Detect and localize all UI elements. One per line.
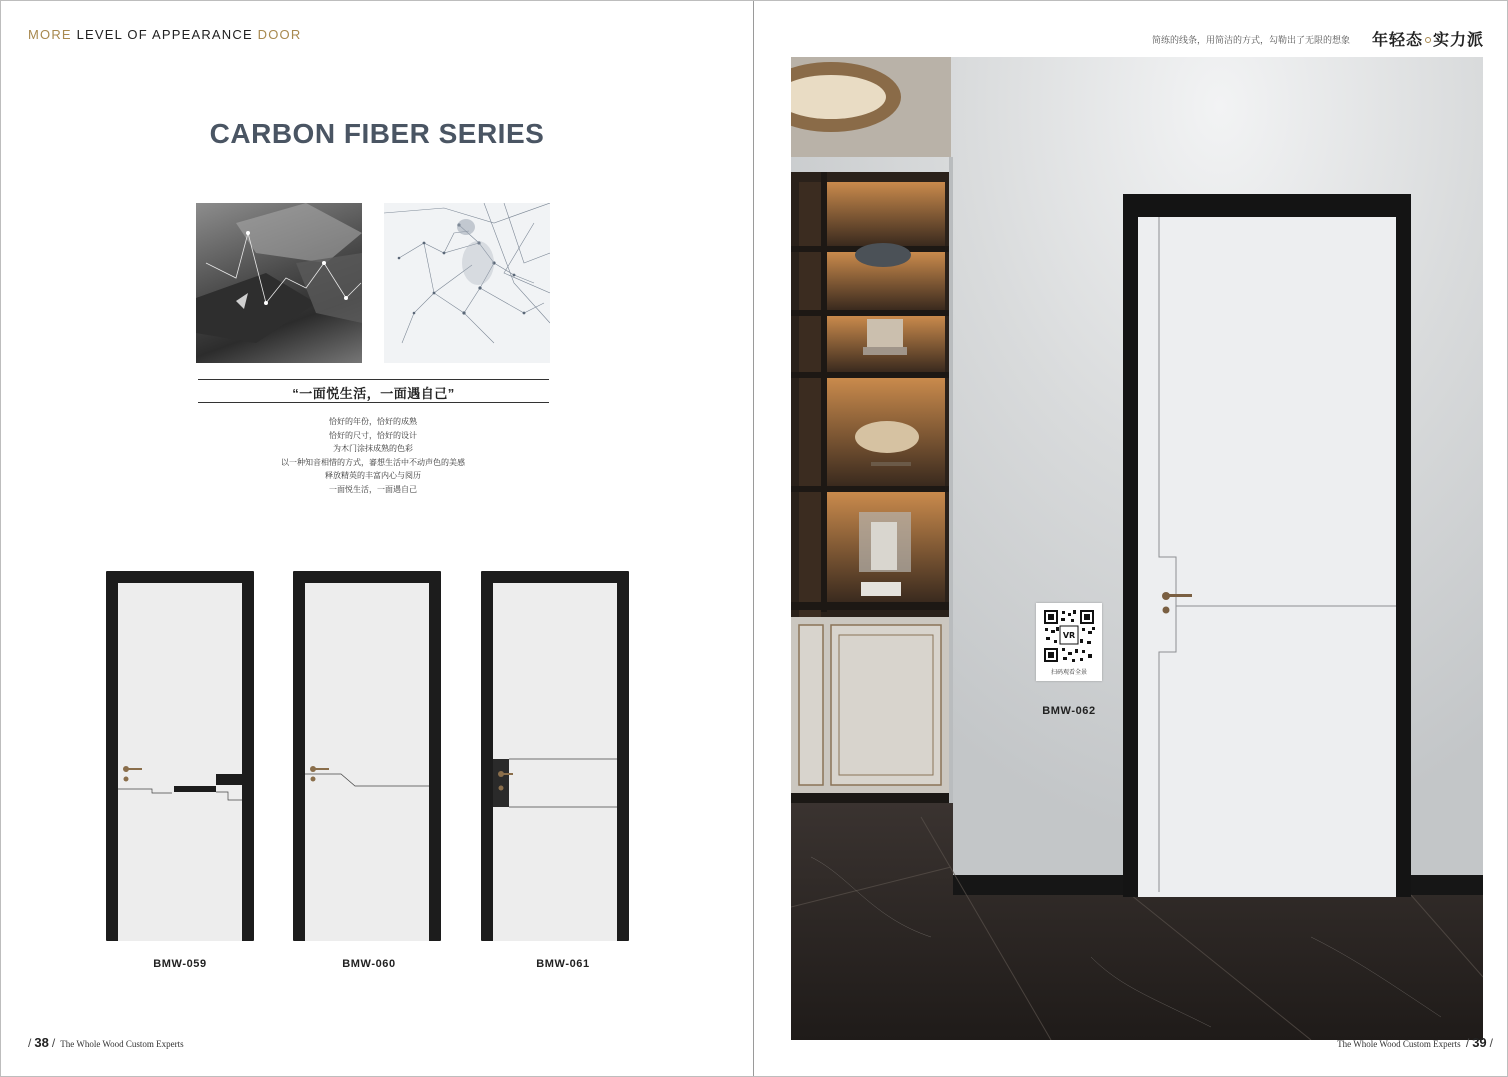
door-code-label: BMW-060 (342, 958, 396, 970)
door-code-label: BMW-062 (1042, 705, 1096, 717)
series-title: CARBON FIBER SERIES (209, 118, 545, 149)
footer-text: The Whole Wood Custom Experts (1337, 1039, 1461, 1049)
right-page (755, 0, 1508, 1077)
footer-right: The Whole Wood Custom Experts / 39 / (1337, 1035, 1493, 1050)
poem (0, 415, 746, 496)
brand-word-door: DOOR (257, 27, 302, 42)
page-number: 39 (1472, 1035, 1487, 1050)
poem-line: 恰好的年份，恰好的成熟 (329, 417, 417, 426)
poem-line: 为木门涂抹成熟的色彩 (333, 444, 413, 453)
brand-word-more: MORE (28, 27, 72, 42)
page-number: 38 (34, 1035, 49, 1050)
interior-photo (791, 57, 1483, 1040)
poem-line: 恰好的尺寸，恰好的设计 (329, 430, 417, 440)
headline (1372, 27, 1484, 50)
vr-badge: VR (1062, 631, 1076, 640)
quote-rule-bottom (198, 402, 549, 403)
poem-line: 一面悦生活，一面遇自己 (329, 484, 417, 494)
qr-caption: 扫码观看全景 (1050, 670, 1087, 676)
brand-line (28, 27, 301, 42)
footer-text: The Whole Wood Custom Experts (60, 1039, 184, 1049)
door-bmw-059 (106, 571, 254, 941)
door-bmw-061 (481, 571, 629, 941)
polygon-runner-image (384, 203, 550, 363)
carbon-texture-image (196, 203, 362, 363)
footer-left: / 38 / The Whole Wood Custom Experts (28, 1035, 184, 1050)
door-code-label: BMW-061 (536, 958, 590, 970)
tagline: 简练的线条，用简洁的方式，勾勒出了无限的想象 (1151, 36, 1350, 46)
door-code-label: BMW-059 (153, 958, 207, 970)
quote: “一面悦生活，一面遇自己” (292, 386, 455, 401)
headline-left: 年轻态 (1371, 32, 1423, 49)
quote-rule-top (198, 379, 549, 380)
door-bmw-060 (293, 571, 441, 941)
headline-right: 实力派 (1432, 32, 1484, 49)
poem-line: 以一种知音相惜的方式，審想生活中不动声色的美感 (281, 457, 465, 467)
ring-dot-icon (1425, 37, 1431, 43)
poem-line: 释放精英的丰富内心与阅历 (325, 471, 421, 480)
qr-code-card[interactable] (1036, 603, 1102, 681)
brand-word-main: LEVEL OF APPEARANCE (76, 27, 253, 42)
